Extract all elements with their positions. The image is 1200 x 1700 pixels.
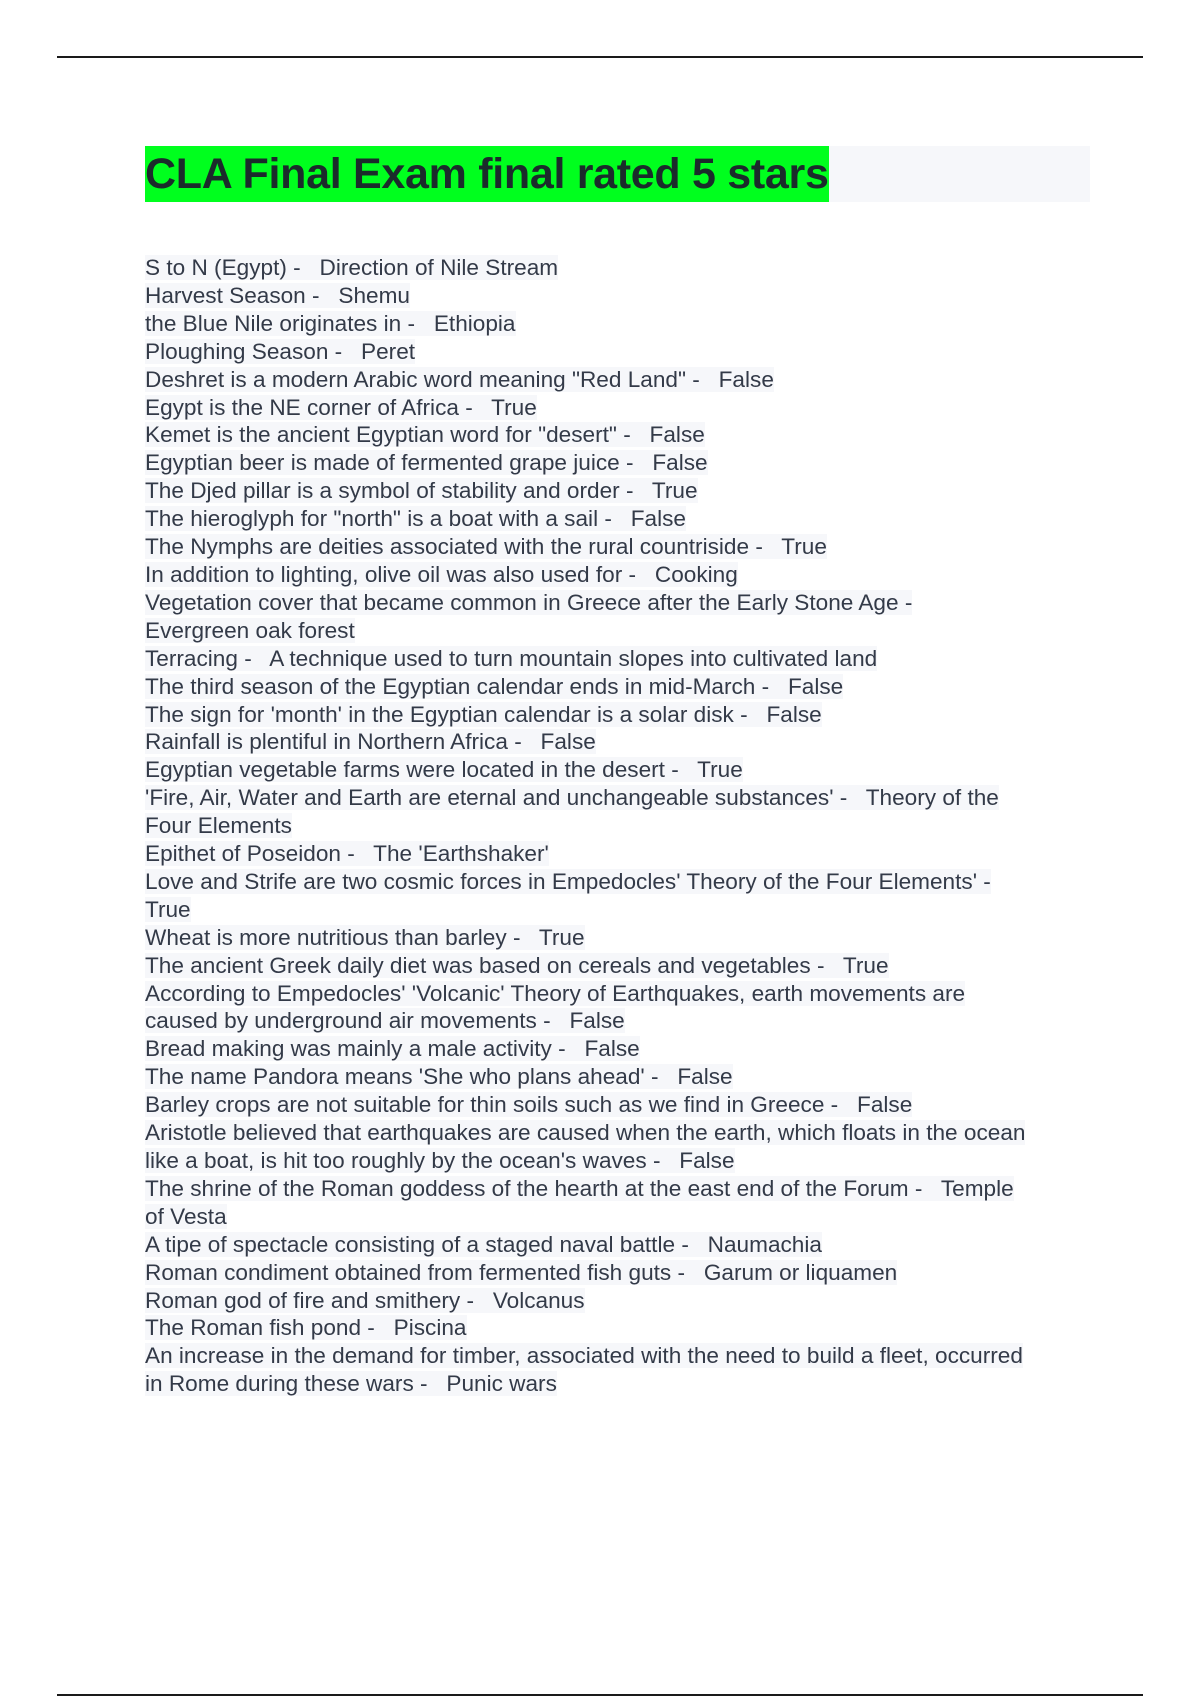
- qa-line: [145, 282, 1090, 310]
- qa-line: [145, 1091, 1090, 1119]
- qa-text: A tipe of spectacle consisting of a staged naval battle - Naumachia: [145, 1231, 822, 1257]
- qa-line: [145, 896, 1090, 924]
- qa-text: The third season of the Egyptian calendar ends in mid-March - False: [145, 673, 844, 699]
- qa-line: [145, 533, 1090, 561]
- qa-text: Epithet of Poseidon - The 'Earthshaker': [145, 841, 549, 867]
- qa-line: [145, 701, 1090, 729]
- qa-text: Kemet is the ancient Egyptian word for "desert" - False: [145, 422, 705, 448]
- qa-line: [145, 561, 1090, 589]
- qa-text: The ancient Greek daily diet was based on cereals and vegetables - True: [145, 952, 889, 978]
- qa-line: [145, 1370, 1090, 1398]
- qa-line: [145, 645, 1090, 673]
- qa-text: The shrine of the Roman goddess of the hearth at the east end of the Forum - Temple: [145, 1175, 1014, 1201]
- qa-text: Roman god of fire and smithery - Volcanus: [145, 1287, 585, 1313]
- qa-line: [145, 924, 1090, 952]
- qa-line: [145, 338, 1090, 366]
- qa-text: Wheat is more nutritious than barley - True: [145, 924, 585, 950]
- qa-text: According to Empedocles' 'Volcanic' Theory of Earthquakes, earth movements are: [145, 980, 966, 1006]
- document-content: [145, 146, 1090, 1398]
- qa-line: [145, 1119, 1090, 1147]
- title-band: [145, 146, 1090, 202]
- qa-line: [145, 812, 1090, 840]
- qa-line: [145, 617, 1090, 645]
- qa-text: Harvest Season - Shemu: [145, 282, 410, 308]
- qa-line: [145, 394, 1090, 422]
- page-title: CLA Final Exam final rated 5 stars: [145, 146, 829, 202]
- qa-line: [145, 254, 1090, 282]
- qa-text: Deshret is a modern Arabic word meaning "Red Land" - False: [145, 366, 774, 392]
- qa-text: An increase in the demand for timber, associated with the need to build a fleet, occurred: [145, 1343, 1023, 1369]
- qa-text: like a boat, is hit too roughly by the ocean's waves - False: [145, 1148, 735, 1173]
- qa-text: In addition to lighting, olive oil was also used for - Cooking: [145, 561, 738, 587]
- qa-line: [145, 1287, 1090, 1315]
- qa-line: [145, 589, 1090, 617]
- qa-text: Four Elements: [145, 813, 292, 839]
- qa-text: Egypt is the NE corner of Africa - True: [145, 394, 537, 420]
- qa-line: [145, 1342, 1090, 1370]
- qa-text: The sign for 'month' in the Egyptian calendar is a solar disk - False: [145, 701, 822, 727]
- qa-text: 'Fire, Air, Water and Earth are eternal and unchangeable substances' - Theory of the: [145, 785, 999, 811]
- qa-text: caused by underground air movements - False: [145, 1008, 625, 1034]
- qa-text: Roman condiment obtained from fermented fish guts - Garum or liquamen: [145, 1259, 898, 1285]
- qa-line: [145, 1259, 1090, 1287]
- qa-text: Evergreen oak forest: [145, 617, 355, 643]
- qa-line: [145, 505, 1090, 533]
- qa-line: [145, 673, 1090, 701]
- qa-line: [145, 477, 1090, 505]
- qa-text: the Blue Nile originates in - Ethiopia: [145, 310, 516, 336]
- qa-text: The name Pandora means 'She who plans ahead' - False: [145, 1064, 733, 1090]
- qa-text: Ploughing Season - Peret: [145, 338, 416, 364]
- qa-list: [145, 254, 1090, 1398]
- header-rule: [57, 56, 1143, 58]
- qa-line: [145, 1314, 1090, 1342]
- qa-line: [145, 868, 1090, 896]
- qa-text: Barley crops are not suitable for thin soils such as we find in Greece - False: [145, 1092, 913, 1118]
- qa-line: [145, 784, 1090, 812]
- qa-line: [145, 756, 1090, 784]
- qa-text: The hieroglyph for "north" is a boat with a sail - False: [145, 506, 686, 532]
- qa-line: [145, 1203, 1090, 1231]
- qa-text: Rainfall is plentiful in Northern Africa - False: [145, 729, 596, 755]
- qa-text: S to N (Egypt) - Direction of Nile Stream: [145, 255, 559, 280]
- qa-text: Egyptian beer is made of fermented grape juice - False: [145, 450, 708, 476]
- qa-text: Love and Strife are two cosmic forces in Empedocles' Theory of the Four Elements' -: [145, 868, 991, 894]
- qa-line: [145, 366, 1090, 394]
- qa-line: [145, 952, 1090, 980]
- qa-text: The Nymphs are deities associated with the rural countriside - True: [145, 534, 827, 560]
- qa-line: [145, 1007, 1090, 1035]
- qa-text: True: [145, 896, 191, 922]
- qa-line: [145, 310, 1090, 338]
- qa-text: The Roman fish pond - Piscina: [145, 1315, 467, 1341]
- qa-line: [145, 728, 1090, 756]
- qa-line: [145, 1231, 1090, 1259]
- qa-line: [145, 1063, 1090, 1091]
- qa-text: Aristotle believed that earthquakes are caused when the earth, which floats in the ocean: [145, 1120, 1026, 1146]
- qa-text: Egyptian vegetable farms were located in the desert - True: [145, 757, 743, 783]
- qa-line: [145, 449, 1090, 477]
- qa-line: [145, 1175, 1090, 1203]
- qa-text: The Djed pillar is a symbol of stability and order - True: [145, 478, 698, 504]
- qa-text: Terracing - A technique used to turn mountain slopes into cultivated land: [145, 645, 878, 671]
- qa-text: in Rome during these wars - Punic wars: [145, 1371, 557, 1397]
- qa-line: [145, 1147, 1090, 1175]
- qa-line: [145, 1035, 1090, 1063]
- footer-rule: [57, 1694, 1143, 1696]
- qa-text: Bread making was mainly a male activity - False: [145, 1036, 640, 1062]
- qa-line: [145, 980, 1090, 1008]
- qa-line: [145, 421, 1090, 449]
- qa-line: [145, 840, 1090, 868]
- qa-text: Vegetation cover that became common in Greece after the Early Stone Age -: [145, 589, 913, 615]
- qa-text: of Vesta: [145, 1203, 227, 1229]
